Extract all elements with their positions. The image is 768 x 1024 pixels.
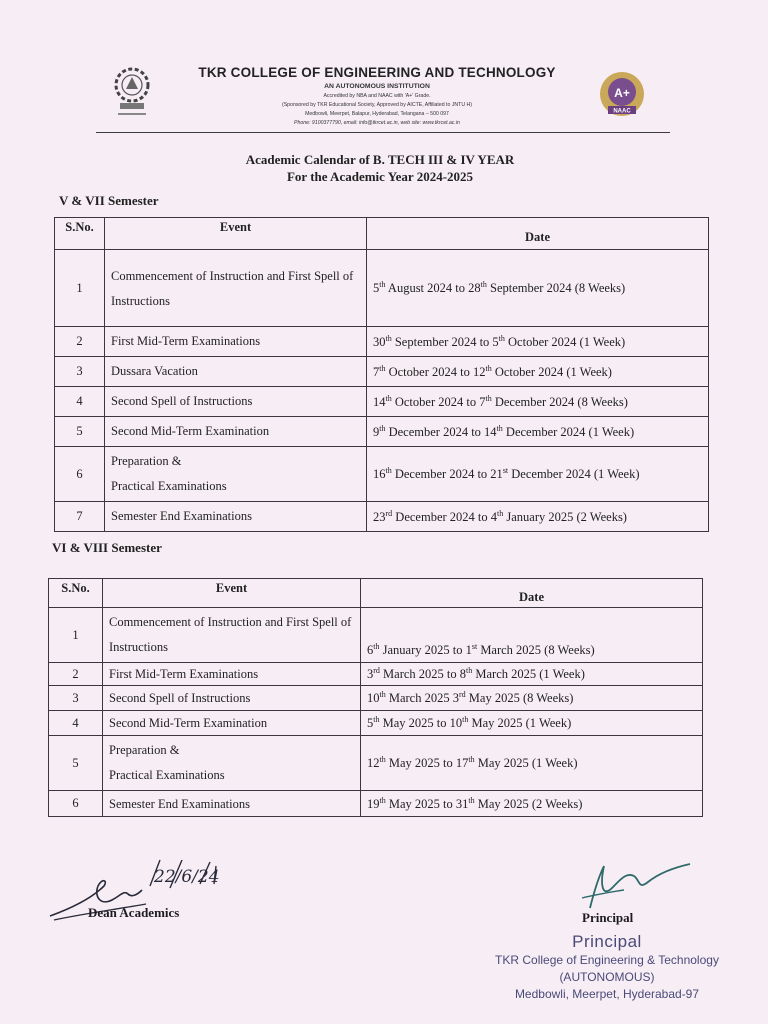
event-line: Preparation & <box>109 743 180 757</box>
row-event: Semester End Examinations <box>103 791 361 817</box>
table-row <box>49 711 703 736</box>
event-line: Preparation & <box>111 454 182 468</box>
principal-label: Principal <box>582 910 634 925</box>
stamp-college: TKR College of Engineering & Technology <box>495 953 719 967</box>
row-event: Second Mid-Term Examination <box>103 711 361 736</box>
row-date: 30th September 2024 to 5th October 2024 (1 Week) <box>367 327 709 357</box>
table-header-row <box>49 579 703 608</box>
letterhead <box>96 60 670 136</box>
row-date: 16th December 2024 to 21st December 2024 (1 Week) <box>367 447 709 502</box>
principal-stamp <box>492 932 722 1003</box>
table-row <box>49 686 703 711</box>
row-date: 12th May 2025 to 17th May 2025 (1 Week) <box>361 736 703 791</box>
header-event: Event <box>105 218 367 250</box>
row-sno: 2 <box>55 327 105 357</box>
table-header-row <box>55 218 709 250</box>
row-event: First Mid-Term Examinations <box>105 327 367 357</box>
row-date: 6th January 2025 to 1st March 2025 (8 Weeks) <box>361 608 703 663</box>
table-row <box>55 357 709 387</box>
row-event: Dussara Vacation <box>105 357 367 387</box>
college-logo-icon <box>112 65 152 123</box>
header-date: Date <box>361 579 703 608</box>
dean-signature-date: 22/6/24 <box>154 867 220 887</box>
row-event: Commencement of Instruction and First Spell of Instructions <box>103 608 361 663</box>
principal-signature-icon <box>578 858 698 918</box>
calendar-title: Academic Calendar of B. TECH III & IV YEAR <box>245 152 515 167</box>
table-row <box>55 502 709 532</box>
row-sno: 1 <box>55 250 105 327</box>
event-line: Practical Examinations <box>109 768 225 782</box>
semester-calendar-table <box>48 578 703 817</box>
contact-line: Phone: 9100377790, email: info@tkrcet.ac.in, web site: www.tkrcet.ac.in <box>294 120 460 126</box>
row-date: 9th December 2024 to 14th December 2024 (1 Week) <box>367 417 709 447</box>
row-event <box>105 447 367 502</box>
naac-badge-icon <box>596 68 648 120</box>
institution-type: AN AUTONOMOUS INSTITUTION <box>324 83 430 90</box>
table-row <box>55 417 709 447</box>
row-event <box>103 736 361 791</box>
row-sno: 7 <box>55 502 105 532</box>
table-row <box>55 327 709 357</box>
stamp-title: Principal <box>572 932 642 951</box>
naac-label: NAAC <box>613 108 631 115</box>
row-sno: 6 <box>49 791 103 817</box>
row-sno: 6 <box>55 447 105 502</box>
row-sno: 5 <box>49 736 103 791</box>
row-sno: 3 <box>49 686 103 711</box>
accreditation-line: Accredited by NBA and NAAC with 'A+' Grade. <box>323 93 431 99</box>
table-row <box>55 250 709 327</box>
academic-year: For the Academic Year 2024-2025 <box>286 169 474 184</box>
table-row <box>49 608 703 663</box>
table-row <box>55 387 709 417</box>
row-event: Second Mid-Term Examination <box>105 417 367 447</box>
row-event: First Mid-Term Examinations <box>103 663 361 686</box>
semester-calendar-table <box>54 217 709 532</box>
address-line: Medbowli, Meerpet, Balapur, Hyderabad, Telangana – 500 097 <box>305 111 449 117</box>
row-date: 5th May 2025 to 10th May 2025 (1 Week) <box>361 711 703 736</box>
row-sno: 2 <box>49 663 103 686</box>
semester-title: VI & VIII Semester <box>52 540 162 555</box>
row-event: Commencement of Instruction and First Spell of Instructions <box>105 250 367 327</box>
header-sno: S.No. <box>49 579 103 608</box>
semester-title: V & VII Semester <box>59 193 159 208</box>
row-event: Second Spell of Instructions <box>103 686 361 711</box>
table-row <box>49 791 703 817</box>
stamp-autonomous: (AUTONOMOUS) <box>559 970 655 984</box>
row-sno: 3 <box>55 357 105 387</box>
row-date: 10th March 2025 3rd May 2025 (8 Weeks) <box>361 686 703 711</box>
header-sno: S.No. <box>55 218 105 250</box>
row-sno: 4 <box>49 711 103 736</box>
table-row <box>49 663 703 686</box>
dean-academics-label: Dean Academics <box>88 905 180 920</box>
stamp-address: Medbowli, Meerpet, Hyderabad-97 <box>514 987 700 1001</box>
header-event: Event <box>103 579 361 608</box>
sponsorship-line: (Sponsored by TKR Educational Society, Approved by AICTE, Affiliated to JNTU H) <box>281 102 472 108</box>
naac-grade: A+ <box>614 86 630 100</box>
table-row <box>55 447 709 502</box>
event-line: Practical Examinations <box>111 479 227 493</box>
college-name: TKR COLLEGE OF ENGINEERING AND TECHNOLOGY <box>198 65 556 80</box>
row-event: Semester End Examinations <box>105 502 367 532</box>
row-date: 14th October 2024 to 7th December 2024 (8 Weeks) <box>367 387 709 417</box>
row-date: 23rd December 2024 to 4th January 2025 (2 Weeks) <box>367 502 709 532</box>
table-row <box>49 736 703 791</box>
letterhead-divider <box>96 132 670 133</box>
row-sno: 1 <box>49 608 103 663</box>
row-date: 7th October 2024 to 12th October 2024 (1 Week) <box>367 357 709 387</box>
header-date: Date <box>367 218 709 250</box>
row-sno: 5 <box>55 417 105 447</box>
row-sno: 4 <box>55 387 105 417</box>
row-date: 19th May 2025 to 31th May 2025 (2 Weeks) <box>361 791 703 817</box>
row-date: 3rd March 2025 to 8th March 2025 (1 Week) <box>361 663 703 686</box>
row-date: 5th August 2024 to 28th September 2024 (8 Weeks) <box>367 250 709 327</box>
row-event: Second Spell of Instructions <box>105 387 367 417</box>
